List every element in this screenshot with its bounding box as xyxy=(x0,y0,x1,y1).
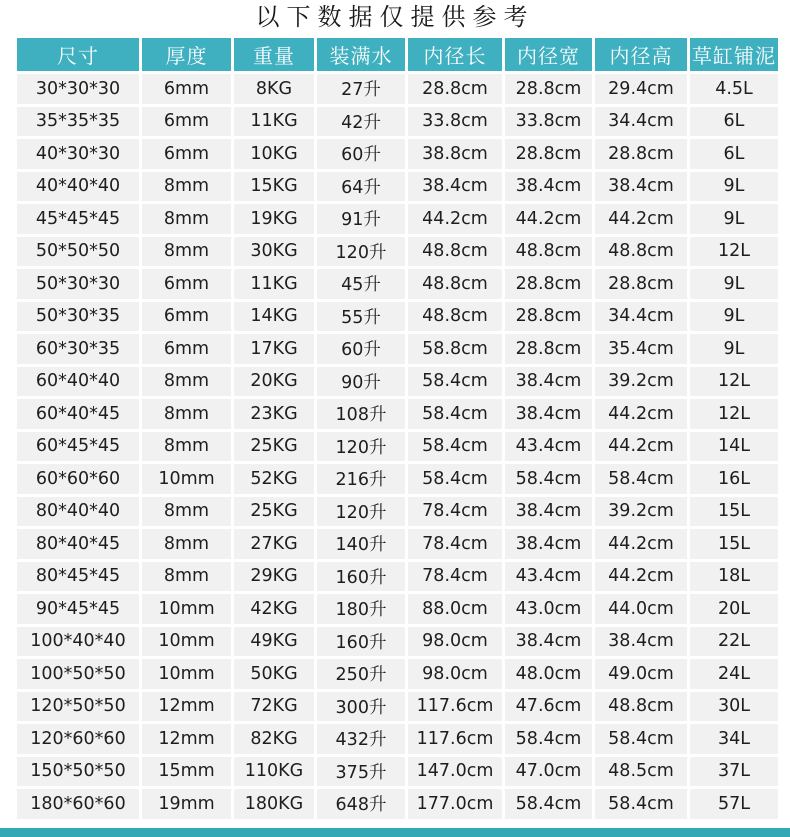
table-cell: 110KG xyxy=(234,757,314,787)
table-cell: 58.4cm xyxy=(505,789,592,819)
table-cell: 58.4cm xyxy=(408,399,502,429)
table-cell: 72KG xyxy=(234,692,314,722)
table-cell: 25KG xyxy=(234,497,314,527)
table-cell: 60*30*35 xyxy=(17,334,139,364)
table-cell: 47.6cm xyxy=(505,692,592,722)
table-cell: 48.8cm xyxy=(595,692,687,722)
table-cell: 28.8cm xyxy=(595,139,687,169)
table-cell: 120升 xyxy=(317,237,405,267)
table-cell: 98.0cm xyxy=(408,627,502,657)
table-cell: 30*30*30 xyxy=(17,74,139,104)
table-cell: 20KG xyxy=(234,367,314,397)
table-cell: 12L xyxy=(690,399,778,429)
table-cell: 64升 xyxy=(317,172,405,202)
table-cell: 28.8cm xyxy=(505,74,592,104)
table-cell: 44.2cm xyxy=(595,432,687,462)
table-cell: 10mm xyxy=(142,659,231,689)
table-row xyxy=(17,757,778,787)
table-cell: 43.0cm xyxy=(505,594,592,624)
table-row xyxy=(17,789,778,819)
table-cell: 10KG xyxy=(234,139,314,169)
table-cell: 11KG xyxy=(234,269,314,299)
table-cell: 120*50*50 xyxy=(17,692,139,722)
table-cell: 48.0cm xyxy=(505,659,592,689)
table-cell: 60*40*45 xyxy=(17,399,139,429)
table-cell: 15L xyxy=(690,529,778,559)
table-cell: 35*35*35 xyxy=(17,107,139,137)
table-cell: 12mm xyxy=(142,692,231,722)
table-row xyxy=(17,627,778,657)
table-row xyxy=(17,399,778,429)
table-cell: 9L xyxy=(690,302,778,332)
table-cell: 108升 xyxy=(317,399,405,429)
table-cell: 29.4cm xyxy=(595,74,687,104)
table-cell: 300升 xyxy=(317,692,405,722)
table-cell: 375升 xyxy=(317,757,405,787)
table-row xyxy=(17,74,778,104)
table-row xyxy=(17,204,778,234)
table-cell: 117.6cm xyxy=(408,692,502,722)
table-cell: 42升 xyxy=(317,107,405,137)
table-cell: 80*40*45 xyxy=(17,529,139,559)
table-cell: 39.2cm xyxy=(595,367,687,397)
table-cell: 9L xyxy=(690,334,778,364)
header-cell: 内径宽 xyxy=(505,38,592,71)
table-cell: 8mm xyxy=(142,237,231,267)
table-row xyxy=(17,659,778,689)
table-row xyxy=(17,139,778,169)
table-cell: 44.2cm xyxy=(595,562,687,592)
table-cell: 38.4cm xyxy=(505,172,592,202)
table-cell: 6L xyxy=(690,139,778,169)
table-cell: 150*50*50 xyxy=(17,757,139,787)
table-cell: 58.4cm xyxy=(595,464,687,494)
table-cell: 50*30*35 xyxy=(17,302,139,332)
table-cell: 42KG xyxy=(234,594,314,624)
table-cell: 6mm xyxy=(142,334,231,364)
table-cell: 15L xyxy=(690,497,778,527)
table-cell: 6mm xyxy=(142,302,231,332)
table-cell: 28.8cm xyxy=(408,74,502,104)
table-cell: 38.4cm xyxy=(408,172,502,202)
table-cell: 25KG xyxy=(234,432,314,462)
table-cell: 100*50*50 xyxy=(17,659,139,689)
table-cell: 120升 xyxy=(317,432,405,462)
table-cell: 140升 xyxy=(317,529,405,559)
table-cell: 38.8cm xyxy=(408,139,502,169)
table-cell: 8KG xyxy=(234,74,314,104)
table-cell: 12L xyxy=(690,367,778,397)
table-cell: 50KG xyxy=(234,659,314,689)
table-cell: 39.2cm xyxy=(595,497,687,527)
table-cell: 58.4cm xyxy=(595,724,687,754)
table-cell: 40*30*30 xyxy=(17,139,139,169)
table-cell: 44.2cm xyxy=(595,204,687,234)
header-cell: 内径长 xyxy=(408,38,502,71)
table-cell: 28.8cm xyxy=(505,302,592,332)
table-cell: 88.0cm xyxy=(408,594,502,624)
table-cell: 29KG xyxy=(234,562,314,592)
table-cell: 19KG xyxy=(234,204,314,234)
header-cell: 装满水 xyxy=(317,38,405,71)
table-cell: 49.0cm xyxy=(595,659,687,689)
table-cell: 177.0cm xyxy=(408,789,502,819)
table-cell: 38.4cm xyxy=(505,399,592,429)
table-cell: 15mm xyxy=(142,757,231,787)
table-cell: 14L xyxy=(690,432,778,462)
table-cell: 80*45*45 xyxy=(17,562,139,592)
table-row xyxy=(17,237,778,267)
table-cell: 58.4cm xyxy=(505,724,592,754)
table-row xyxy=(17,172,778,202)
table-cell: 8mm xyxy=(142,204,231,234)
table-cell: 6mm xyxy=(142,269,231,299)
table-cell: 6mm xyxy=(142,139,231,169)
table-cell: 8mm xyxy=(142,399,231,429)
header-cell: 厚度 xyxy=(142,38,231,71)
table-cell: 27升 xyxy=(317,74,405,104)
header-cell: 尺寸 xyxy=(17,38,139,71)
table-cell: 44.0cm xyxy=(595,594,687,624)
table-cell: 78.4cm xyxy=(408,529,502,559)
table-cell: 16L xyxy=(690,464,778,494)
table-cell: 48.8cm xyxy=(505,237,592,267)
table-row xyxy=(17,432,778,462)
page-title: 以下数据仅提供参考 xyxy=(255,3,535,31)
table-cell: 58.8cm xyxy=(408,334,502,364)
table-cell: 91升 xyxy=(317,204,405,234)
table-cell: 117.6cm xyxy=(408,724,502,754)
table-cell: 38.4cm xyxy=(505,497,592,527)
table-cell: 9L xyxy=(690,204,778,234)
table-cell: 10mm xyxy=(142,594,231,624)
table-cell: 57L xyxy=(690,789,778,819)
table-cell: 48.5cm xyxy=(595,757,687,787)
table-cell: 19mm xyxy=(142,789,231,819)
table-cell: 28.8cm xyxy=(505,334,592,364)
table-cell: 82KG xyxy=(234,724,314,754)
table-cell: 14KG xyxy=(234,302,314,332)
table-cell: 60*45*45 xyxy=(17,432,139,462)
table-cell: 147.0cm xyxy=(408,757,502,787)
table-cell: 34L xyxy=(690,724,778,754)
table-cell: 33.8cm xyxy=(408,107,502,137)
table-row xyxy=(17,107,778,137)
table-cell: 8mm xyxy=(142,529,231,559)
table-cell: 12L xyxy=(690,237,778,267)
table-cell: 90*45*45 xyxy=(17,594,139,624)
table-cell: 30KG xyxy=(234,237,314,267)
table-cell: 43.4cm xyxy=(505,432,592,462)
table-cell: 28.8cm xyxy=(595,269,687,299)
table-cell: 44.2cm xyxy=(408,204,502,234)
table-cell: 38.4cm xyxy=(505,627,592,657)
table-row xyxy=(17,692,778,722)
table-cell: 120升 xyxy=(317,497,405,527)
table-cell: 60升 xyxy=(317,334,405,364)
table-cell: 78.4cm xyxy=(408,562,502,592)
table-cell: 9L xyxy=(690,269,778,299)
table-cell: 6mm xyxy=(142,107,231,137)
table-cell: 34.4cm xyxy=(595,302,687,332)
table-cell: 49KG xyxy=(234,627,314,657)
table-cell: 44.2cm xyxy=(505,204,592,234)
table-cell: 216升 xyxy=(317,464,405,494)
table-cell: 78.4cm xyxy=(408,497,502,527)
table-cell: 8mm xyxy=(142,367,231,397)
table-cell: 160升 xyxy=(317,627,405,657)
table-cell: 45*45*45 xyxy=(17,204,139,234)
table-cell: 648升 xyxy=(317,789,405,819)
table-cell: 4.5L xyxy=(690,74,778,104)
table-cell: 58.4cm xyxy=(505,464,592,494)
table-cell: 60*60*60 xyxy=(17,464,139,494)
table-cell: 23KG xyxy=(234,399,314,429)
header-row xyxy=(17,38,778,71)
table-cell: 44.2cm xyxy=(595,399,687,429)
table-cell: 37L xyxy=(690,757,778,787)
table-cell: 8mm xyxy=(142,172,231,202)
table-cell: 180*60*60 xyxy=(17,789,139,819)
table-cell: 60*40*40 xyxy=(17,367,139,397)
table-cell: 60升 xyxy=(317,139,405,169)
table-cell: 10mm xyxy=(142,627,231,657)
table-cell: 27KG xyxy=(234,529,314,559)
table-cell: 28.8cm xyxy=(505,269,592,299)
table-cell: 45升 xyxy=(317,269,405,299)
table-cell: 8mm xyxy=(142,497,231,527)
table-row xyxy=(17,334,778,364)
table-cell: 250升 xyxy=(317,659,405,689)
table-cell: 120*60*60 xyxy=(17,724,139,754)
table-cell: 28.8cm xyxy=(505,139,592,169)
table-cell: 18L xyxy=(690,562,778,592)
table-cell: 38.4cm xyxy=(595,172,687,202)
table-cell: 80*40*40 xyxy=(17,497,139,527)
table-cell: 8mm xyxy=(142,432,231,462)
table-cell: 22L xyxy=(690,627,778,657)
table-cell: 48.8cm xyxy=(595,237,687,267)
table-cell: 38.4cm xyxy=(505,529,592,559)
table-cell: 17KG xyxy=(234,334,314,364)
table-cell: 160升 xyxy=(317,562,405,592)
table-cell: 20L xyxy=(690,594,778,624)
table-cell: 9L xyxy=(690,172,778,202)
table-cell: 33.8cm xyxy=(505,107,592,137)
table-cell: 90升 xyxy=(317,367,405,397)
table-cell: 47.0cm xyxy=(505,757,592,787)
table-cell: 6L xyxy=(690,107,778,137)
table-cell: 15KG xyxy=(234,172,314,202)
table-cell: 48.8cm xyxy=(408,269,502,299)
table-row xyxy=(17,464,778,494)
table-cell: 11KG xyxy=(234,107,314,137)
table-cell: 8mm xyxy=(142,562,231,592)
table-cell: 24L xyxy=(690,659,778,689)
table-row xyxy=(17,529,778,559)
table-row xyxy=(17,367,778,397)
table-row xyxy=(17,497,778,527)
table-row xyxy=(17,724,778,754)
table-cell: 38.4cm xyxy=(595,627,687,657)
table-cell: 10mm xyxy=(142,464,231,494)
table-cell: 48.8cm xyxy=(408,237,502,267)
table-cell: 180KG xyxy=(234,789,314,819)
table-cell: 50*50*50 xyxy=(17,237,139,267)
table-cell: 43.4cm xyxy=(505,562,592,592)
header-cell: 草缸铺泥 xyxy=(690,38,778,71)
table-cell: 6mm xyxy=(142,74,231,104)
table-cell: 44.2cm xyxy=(595,529,687,559)
table-body xyxy=(17,74,778,819)
bottom-accent-bar xyxy=(0,828,790,837)
table-cell: 30L xyxy=(690,692,778,722)
table-cell: 58.4cm xyxy=(595,789,687,819)
table-row xyxy=(17,269,778,299)
table-cell: 34.4cm xyxy=(595,107,687,137)
table-cell: 40*40*40 xyxy=(17,172,139,202)
table-row xyxy=(17,594,778,624)
table-cell: 98.0cm xyxy=(408,659,502,689)
table-cell: 58.4cm xyxy=(408,464,502,494)
table-cell: 50*30*30 xyxy=(17,269,139,299)
table-row xyxy=(17,562,778,592)
header-cell: 内径高 xyxy=(595,38,687,71)
table-cell: 35.4cm xyxy=(595,334,687,364)
table-cell: 38.4cm xyxy=(505,367,592,397)
table-cell: 52KG xyxy=(234,464,314,494)
table-cell: 180升 xyxy=(317,594,405,624)
table-cell: 58.4cm xyxy=(408,367,502,397)
spec-table xyxy=(14,35,781,822)
table-cell: 55升 xyxy=(317,302,405,332)
header-cell: 重量 xyxy=(234,38,314,71)
table-cell: 58.4cm xyxy=(408,432,502,462)
table-cell: 48.8cm xyxy=(408,302,502,332)
table-cell: 432升 xyxy=(317,724,405,754)
table-row xyxy=(17,302,778,332)
table-cell: 12mm xyxy=(142,724,231,754)
table-cell: 100*40*40 xyxy=(17,627,139,657)
